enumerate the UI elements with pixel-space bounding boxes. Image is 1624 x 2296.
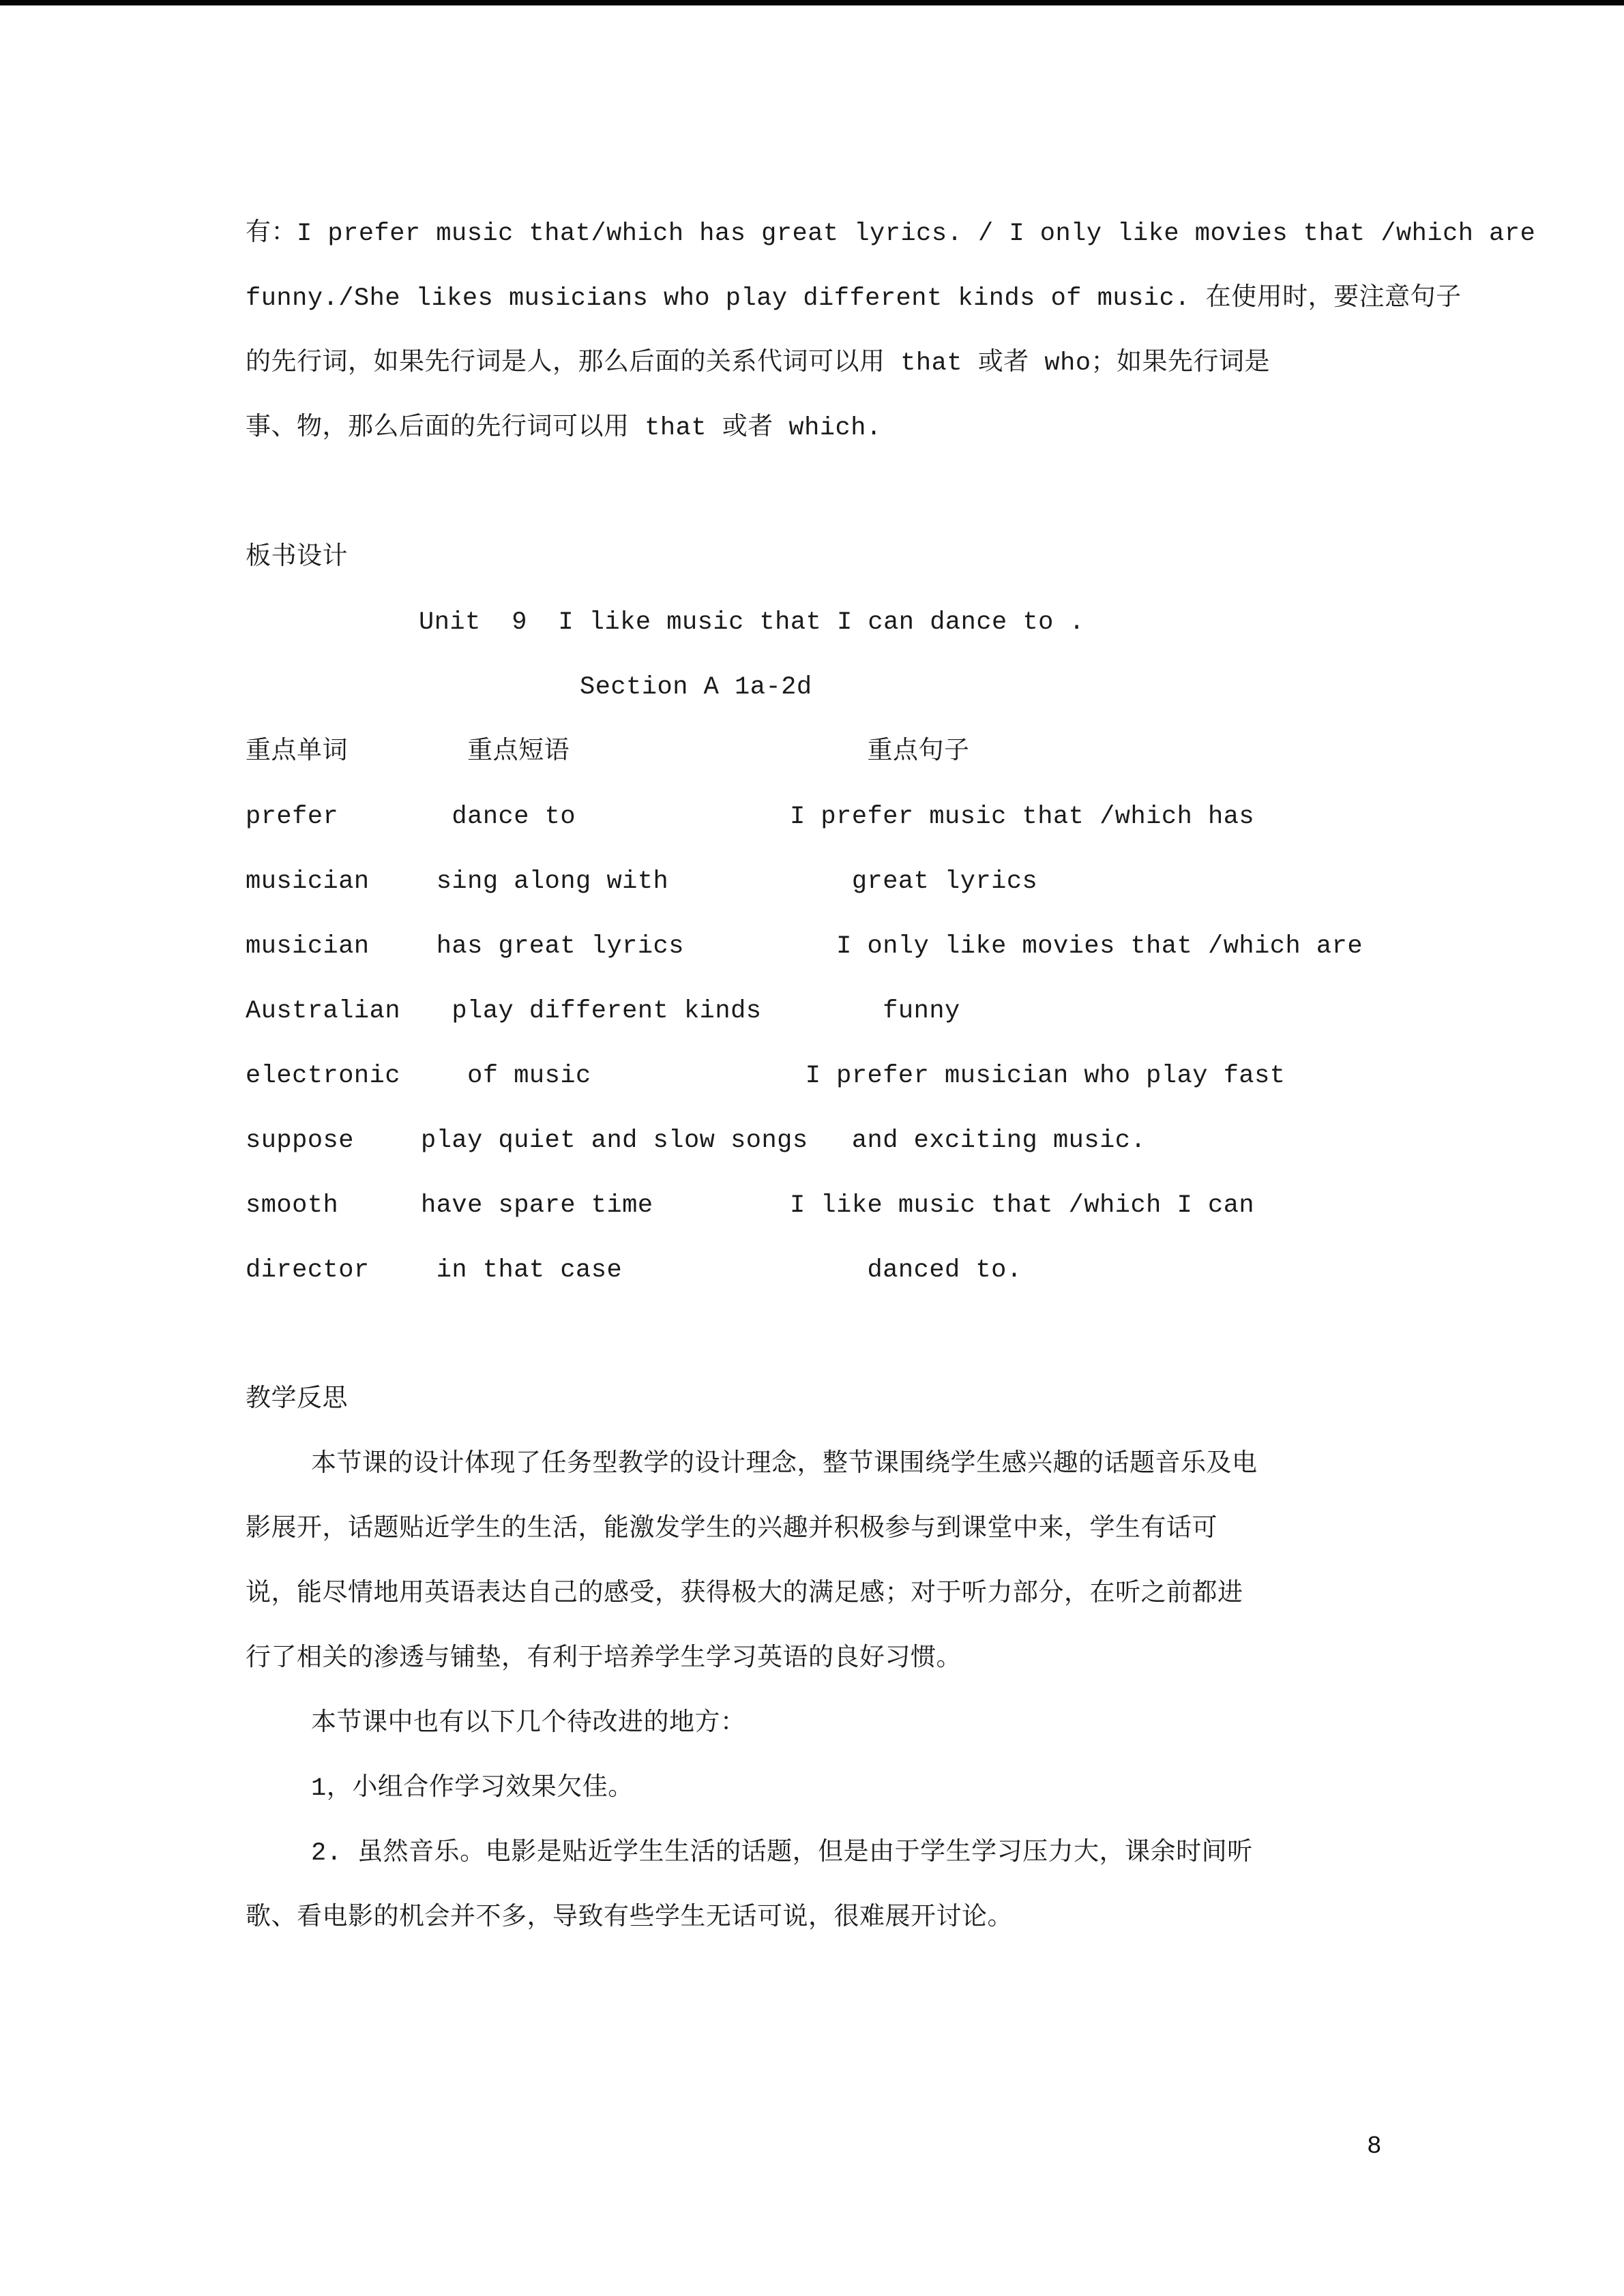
board-cell-sentence: and exciting music.: [790, 1127, 1147, 1155]
reflection-line: 本节课中也有以下几个待改进的地方：: [311, 1710, 746, 1738]
board-row: [246, 1238, 1596, 1303]
board-design-section: [246, 526, 1596, 1303]
board-row: [246, 785, 1596, 850]
board-cell-phrase: play quiet and slow songs: [421, 1127, 808, 1155]
intro-line: 事、物，那么后面的先行词可以用 that 或者 which.: [246, 414, 882, 443]
reflection-item: 2. 虽然音乐。电影是贴近学生生活的话题，但是由于学生学习压力大，课余时间听: [311, 1839, 1253, 1868]
board-row: [246, 850, 1596, 914]
board-cell-word: musician: [246, 867, 370, 896]
unit-title: Unit 9 I like music that I can dance to .: [419, 608, 1085, 637]
intro-line: 有：I prefer music that/which has great lyrics. / I only like movies that /which are: [246, 220, 1536, 248]
intro-line: funny./She likes musicians who play different kinds of music. 在使用时，要注意句子: [246, 284, 1462, 313]
intro-paragraph: [246, 202, 1596, 461]
reflection-heading: 教学反思: [246, 1386, 348, 1414]
page-number: 8: [1367, 2132, 1382, 2160]
spacer: [246, 461, 1596, 526]
board-cell-sentence: I prefer musician who play fast: [790, 1062, 1286, 1090]
board-row: [246, 979, 1596, 1044]
document-body: [246, 202, 1596, 1951]
reflection-section: [246, 1368, 1596, 1951]
board-cell-word: prefer: [246, 803, 339, 831]
board-cell-word: electronic: [246, 1062, 401, 1090]
column-sentences-header: 重点句子: [790, 738, 970, 766]
scan-edge-bar: [0, 0, 1624, 5]
section-title: Section A 1a-2d: [580, 673, 812, 702]
board-cell-sentence: funny: [790, 997, 960, 1026]
board-cell-phrase: has great lyrics: [421, 932, 684, 961]
board-cell-sentence: I like music that /which I can: [790, 1191, 1255, 1220]
board-cell-sentence: I only like movies that /which are: [790, 932, 1363, 961]
board-cell-phrase: dance to: [421, 803, 576, 831]
board-row: [246, 1044, 1596, 1109]
board-cell-sentence: danced to.: [790, 1256, 1022, 1285]
board-cell-word: smooth: [246, 1191, 339, 1220]
board-cell-phrase: play different kinds: [421, 997, 762, 1026]
reflection-line: 行了相关的渗透与铺垫，有利于培养学生学习英语的良好习惯。: [246, 1645, 962, 1673]
board-row: [246, 1109, 1596, 1174]
board-row: [246, 1174, 1596, 1238]
board-cell-phrase: have spare time: [421, 1191, 653, 1220]
board-design-heading: 板书设计: [246, 543, 348, 572]
reflection-line: 说，能尽情地用英语表达自己的感受，获得极大的满足感；对于听力部分，在听之前都进: [246, 1580, 1243, 1609]
board-header-row: [246, 720, 1596, 785]
reflection-item: 歌、看电影的机会并不多，导致有些学生无话可说，很难展开讨论。: [246, 1904, 1013, 1933]
board-cell-word: director: [246, 1256, 370, 1285]
board-cell-phrase: sing along with: [421, 867, 669, 896]
board-cell-word: suppose: [246, 1127, 354, 1155]
board-cell-sentence: great lyrics: [790, 867, 1038, 896]
board-cell-sentence: I prefer music that /which has: [790, 803, 1255, 831]
board-cell-phrase: in that case: [421, 1256, 623, 1285]
board-row: [246, 914, 1596, 979]
reflection-line: 影展开，话题贴近学生的生活，能激发学生的兴趣并积极参与到课堂中来，学生有话可: [246, 1515, 1217, 1544]
column-phrases-header: 重点短语: [421, 738, 570, 766]
spacer: [246, 1303, 1596, 1368]
board-cell-word: Australian: [246, 997, 401, 1026]
board-table: [246, 720, 1596, 1303]
column-words-header: 重点单词: [246, 738, 348, 766]
reflection-item: 1，小组合作学习效果欠佳。: [311, 1774, 634, 1803]
board-cell-word: musician: [246, 932, 370, 961]
board-cell-phrase: of music: [421, 1062, 591, 1090]
intro-line: 的先行词，如果先行词是人，那么后面的关系代词可以用 that 或者 who；如果先行词是: [246, 349, 1271, 378]
reflection-line: 本节课的设计体现了任务型教学的设计理念，整节课围绕学生感兴趣的话题音乐及电: [311, 1450, 1258, 1479]
